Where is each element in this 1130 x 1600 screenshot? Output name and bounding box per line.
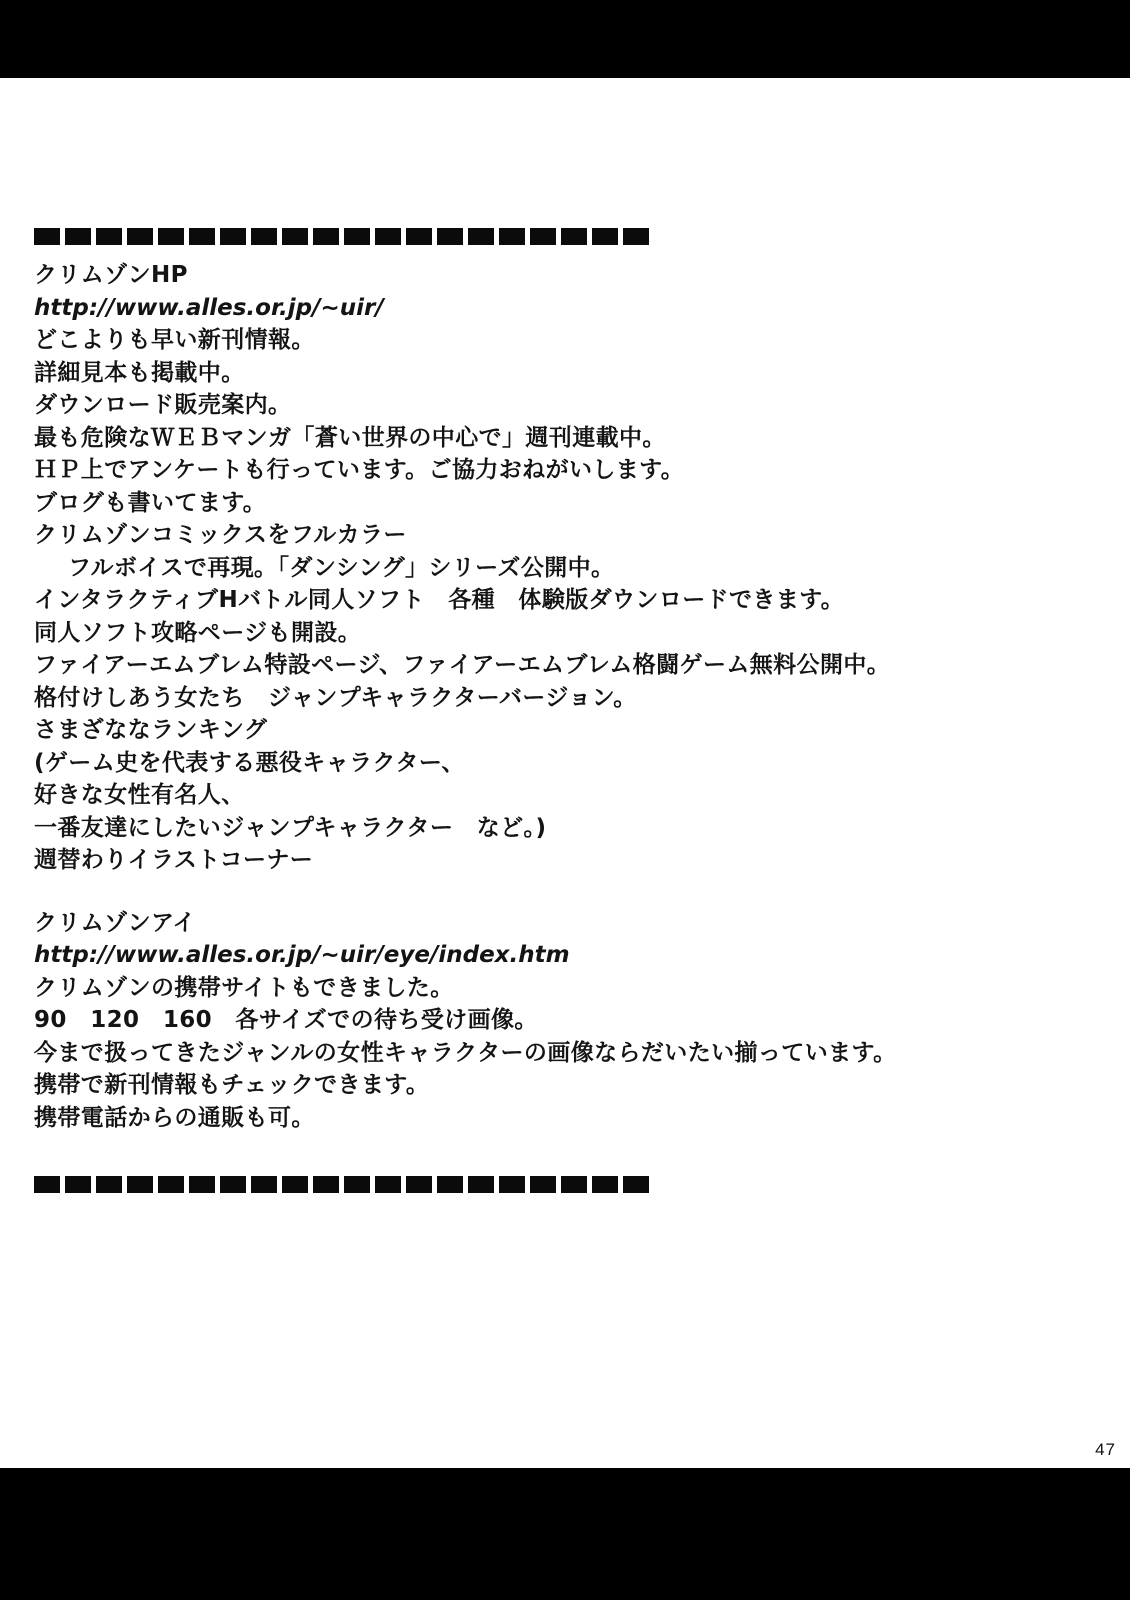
divider-block <box>592 228 618 245</box>
crimson-hp-text-block <box>34 259 1064 877</box>
divider-block <box>499 228 525 245</box>
divider-block <box>220 1176 246 1193</box>
text-line: 格付けしあう女たち ジャンプキャラクターバージョン。 <box>34 684 637 711</box>
text-line: 90 120 160 各サイズでの待ち受け画像。 <box>34 1007 538 1033</box>
divider-block <box>344 228 370 245</box>
divider-block <box>127 1176 153 1193</box>
divider-block <box>158 228 184 245</box>
divider-block <box>158 1176 184 1193</box>
divider-block <box>344 1176 370 1193</box>
divider-block <box>96 228 122 245</box>
text-line: 最も危険なＷＥＢマンガ「蒼い世界の中心で」週刊連載中。 <box>34 424 666 451</box>
divider-block <box>437 228 463 245</box>
text-line: インタラクティブHバトル同人ソフト 各種 体験版ダウンロードできます。 <box>34 587 845 613</box>
text-line: クリムゾンの携帯サイトもできました。 <box>34 974 454 1001</box>
divider-block <box>530 1176 556 1193</box>
divider-block <box>127 228 153 245</box>
text-line: 一番友達にしたいジャンプキャラクター など。) <box>34 814 547 841</box>
crimson-eye-text-block <box>34 907 1064 1135</box>
divider-block <box>65 228 91 245</box>
text-line: クリムゾンHP <box>34 262 188 288</box>
divider-block <box>375 1176 401 1193</box>
divider-block <box>561 1176 587 1193</box>
text-line: ファイアーエムブレム特設ページ、ファイアーエムブレム格闘ゲーム無料公開中。 <box>34 652 891 678</box>
text-line: 詳細見本も掲載中。 <box>34 359 245 386</box>
text-line: http://www.alles.or.jp/~uir/eye/index.htm <box>34 942 570 968</box>
divider-block <box>189 1176 215 1193</box>
divider-block <box>375 228 401 245</box>
divider-block <box>34 1176 60 1193</box>
divider-block <box>406 1176 432 1193</box>
bottom-spacer <box>34 1134 1064 1176</box>
text-line: さまざななランキング <box>34 717 268 743</box>
text-line: 同人ソフト攻略ページも開設。 <box>34 619 362 646</box>
text-line: クリムゾンコミックスをフルカラー <box>34 522 407 548</box>
divider-block <box>406 228 432 245</box>
text-line: ダウンロード販売案内。 <box>34 392 292 418</box>
divider-block <box>282 228 308 245</box>
text-line: クリムゾンアイ <box>34 909 196 936</box>
text-line: 携帯で新刊情報もチェックできます。 <box>34 1072 430 1098</box>
document-page <box>0 78 1130 1468</box>
bottom-black-band <box>0 1468 1130 1600</box>
divider-block <box>313 1176 339 1193</box>
divider-block <box>592 1176 618 1193</box>
divider-block <box>530 228 556 245</box>
divider-block <box>189 228 215 245</box>
divider-block <box>220 228 246 245</box>
divider-blocks-top <box>34 228 1064 245</box>
divider-block <box>65 1176 91 1193</box>
divider-block <box>34 228 60 245</box>
divider-blocks-bottom <box>34 1176 1064 1193</box>
divider-block <box>623 1176 649 1193</box>
divider-block <box>282 1176 308 1193</box>
divider-block <box>251 228 277 245</box>
divider-block <box>499 1176 525 1193</box>
text-line: ブログも書いてます。 <box>34 489 267 516</box>
text-line: 好きな女性有名人、 <box>34 782 245 808</box>
divider-block <box>251 1176 277 1193</box>
divider-block <box>437 1176 463 1193</box>
page-content <box>34 228 1064 1193</box>
text-line: http://www.alles.or.jp/~uir/ <box>34 294 384 321</box>
page-number: 47 <box>1095 1440 1116 1459</box>
text-line: 今まで扱ってきたジャンルの女性キャラクターの画像ならだいたい揃っています。 <box>34 1039 897 1066</box>
section-spacer <box>34 877 1064 907</box>
text-line: (ゲーム史を代表する悪役キャラクター、 <box>34 749 465 776</box>
divider-block <box>623 228 649 245</box>
text-line: 週替わりイラストコーナー <box>34 847 314 873</box>
top-black-band <box>0 0 1130 78</box>
divider-block <box>468 228 494 245</box>
text-line: フルボイスで再現。「ダンシング」シリーズ公開中。 <box>68 554 615 581</box>
divider-block <box>313 228 339 245</box>
text-line: ＨＰ上でアンケートも行っています。ご協力おねがいします。 <box>34 457 685 483</box>
text-line: 携帯電話からの通販も可。 <box>34 1104 315 1131</box>
text-line: どこよりも早い新刊情報。 <box>34 327 315 353</box>
divider-block <box>468 1176 494 1193</box>
divider-block <box>96 1176 122 1193</box>
divider-block <box>561 228 587 245</box>
